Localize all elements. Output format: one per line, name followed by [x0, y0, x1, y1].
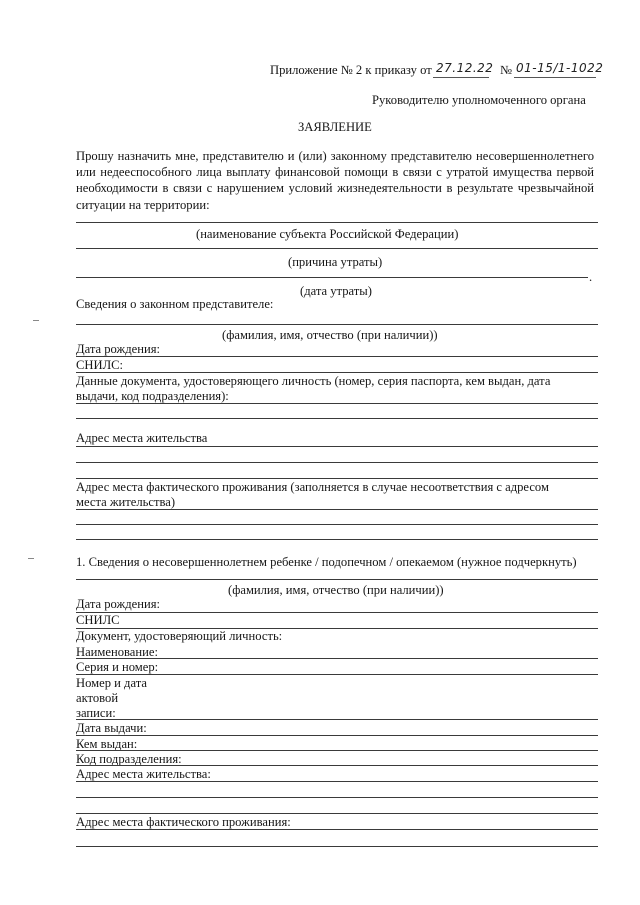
rep-birth-date-line — [76, 356, 598, 357]
rep-id-doc-label-2: выдачи, код подразделения): — [76, 389, 229, 403]
rep-snils-label: СНИЛС: — [76, 358, 124, 372]
child-series-number-line — [76, 674, 598, 675]
child-residence-line-1 — [76, 781, 598, 782]
rep-residence-line-3 — [76, 478, 598, 479]
date-underline — [433, 77, 489, 78]
subject-caption: (наименование субъекта Российской Федерации) — [196, 227, 459, 241]
child-fio-line — [76, 579, 598, 580]
appendix-label: Приложение № 2 к приказу от — [270, 63, 432, 77]
rep-actual-label: Адрес места фактического проживания (заполняется в случае несоответствия с адресом — [76, 480, 549, 494]
section1-heading: 1. Сведения о несовершеннолетнем ребенке / подопечном / опекаемом (нужное подчеркнуть) — [76, 555, 577, 569]
rep-residence-line-1 — [76, 446, 598, 447]
child-residence-line-3 — [76, 813, 598, 814]
intro-paragraph: Прошу назначить мне, представителю и (или) законному представителю несовершеннолетнего или недееспособного лица выплату финансовой помощи в связи с утратой имущества первой необходимости в связи с нарушением условий жизнедеятельности в результате чрезвычайной ситуации на территории: — [76, 149, 594, 212]
child-dept-code-line — [76, 765, 598, 766]
representative-heading: Сведения о законном представителе: — [76, 297, 274, 311]
subject-line-2 — [76, 248, 598, 249]
rep-actual-line-1 — [76, 509, 598, 510]
rep-residence-label: Адрес места жительства — [76, 431, 208, 445]
rep-actual-label-2: места жительства) — [76, 495, 176, 509]
child-record-label-1: Номер и дата — [76, 676, 147, 690]
child-snils-label: СНИЛС — [76, 613, 120, 627]
child-dept-code-label: Код подразделения: — [76, 752, 182, 766]
rep-id-doc-line-1 — [76, 403, 598, 404]
rep-fio-caption: (фамилия, имя, отчество (при наличии)) — [222, 328, 438, 342]
child-actual-label: Адрес места фактического проживания: — [76, 815, 291, 829]
appendix-number: 01-15/1-1022 — [516, 61, 604, 75]
child-birth-date-line — [76, 612, 598, 613]
child-issued-by-label: Кем выдан: — [76, 737, 138, 751]
rep-id-doc-label: Данные документа, удостоверяющего личность (номер, серия паспорта, кем выдан, дата — [76, 374, 551, 388]
rep-fio-line — [76, 324, 598, 325]
child-residence-label: Адрес места жительства: — [76, 767, 211, 781]
child-doc-name-label: Наименование: — [76, 645, 158, 659]
rep-id-doc-line-2 — [76, 418, 598, 419]
subject-line — [76, 222, 598, 223]
child-birth-date-label: Дата рождения: — [76, 597, 160, 611]
scan-mark — [28, 558, 34, 559]
child-fio-caption: (фамилия, имя, отчество (при наличии)) — [228, 583, 444, 597]
rep-birth-date-label: Дата рождения: — [76, 342, 160, 356]
scan-mark — [33, 320, 39, 321]
rep-snils-line — [76, 372, 598, 373]
child-record-label-3: записи: — [76, 706, 116, 720]
rep-actual-line-2 — [76, 524, 598, 525]
child-doc-name-line — [76, 658, 598, 659]
addressee: Руководителю уполномоченного органа — [372, 93, 586, 107]
child-issue-date-label: Дата выдачи: — [76, 721, 147, 735]
child-actual-line-2 — [76, 846, 598, 847]
rep-residence-line-2 — [76, 462, 598, 463]
child-id-doc-label: Документ, удостоверяющий личность: — [76, 629, 283, 643]
reason-line — [76, 277, 588, 278]
number-underline — [514, 77, 596, 78]
reason-caption: (причина утраты) — [288, 255, 383, 269]
child-issue-date-line — [76, 735, 598, 736]
appendix-date: 27.12.22 — [436, 61, 494, 75]
page-title: ЗАЯВЛЕНИЕ — [298, 120, 372, 134]
rep-actual-line-3 — [76, 539, 598, 540]
child-actual-line-1 — [76, 829, 598, 830]
loss-date-caption: (дата утраты) — [300, 284, 372, 298]
number-sign: № — [500, 63, 513, 77]
child-issued-by-line — [76, 750, 598, 751]
child-series-number-label: Серия и номер: — [76, 660, 159, 674]
reason-dot: . — [589, 270, 593, 284]
child-residence-line-2 — [76, 797, 598, 798]
child-record-label-2: актовой — [76, 691, 119, 705]
child-record-line — [76, 719, 598, 720]
